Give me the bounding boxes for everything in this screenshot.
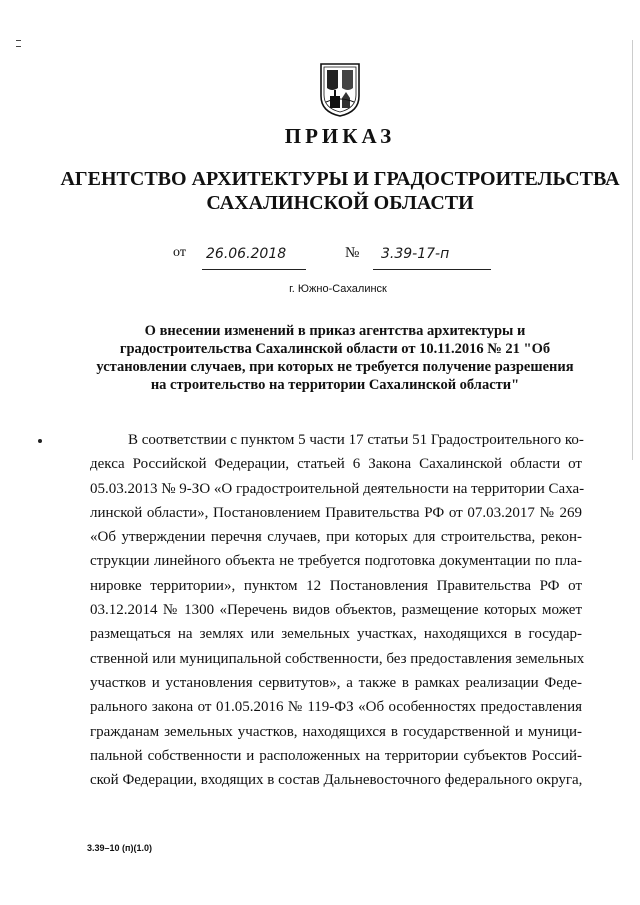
- document-title: ПРИКАЗ: [284, 124, 396, 148]
- body-line: струкции линейного объекта не требуется подготовка документации по пла-: [90, 553, 582, 570]
- subject-line: на строительство на территории Сахалинской области": [150, 377, 520, 393]
- scan-tick: [16, 40, 21, 41]
- body-line: размещаться на землях или земельных участках, находящихся в государ-: [90, 626, 582, 643]
- date-label: от: [173, 245, 186, 260]
- subject-line: О внесении изменений в приказ агентства архитектуры и: [144, 323, 526, 339]
- number-label: №: [345, 245, 360, 261]
- body-line: 03.12.2014 № 1300 «Перечень видов объектов, размещение которых может: [90, 602, 582, 619]
- body-line: нировке территории», пунктом 12 Постановления Правительства РФ от: [90, 577, 582, 594]
- agency-name-line-2: САХАЛИНСКОЙ ОБЛАСТИ: [206, 192, 474, 214]
- body-line: участков и установления сервитутов», а также в рамках реализации Феде-: [90, 674, 582, 691]
- subject-line: установлении случаев, при которых не требуется получение разрешения: [96, 359, 574, 375]
- coat-of-arms-icon: [318, 62, 362, 118]
- scan-tick: [16, 46, 21, 47]
- order-body: [90, 428, 585, 792]
- city-name: г. Южно-Сахалинск: [289, 283, 387, 295]
- agency-name: [0, 167, 640, 215]
- form-code: 3.39–10 (п)(1.0): [87, 843, 152, 853]
- agency-name-line-1: АГЕНТСТВО АРХИТЕКТУРЫ И ГРАДОСТРОИТЕЛЬСТВА: [60, 168, 620, 190]
- scan-dot: [38, 439, 42, 443]
- body-line: рального закона от 01.05.2016 № 119-ФЗ «Об особенностях предоставления: [90, 699, 582, 716]
- order-number: 3.39-17-п: [373, 245, 491, 270]
- body-line: гражданам земельных участков, находящихся в государственной и муници-: [90, 723, 582, 740]
- body-line: В соответствии с пунктом 5 части 17 статьи 51 Градостроительного ко-: [128, 432, 584, 448]
- body-line: 05.03.2013 № 9-ЗО «О градостроительной деятельности на территории Саха-: [90, 480, 585, 497]
- subject-line: градостроительства Сахалинской области от 10.11.2016 № 21 "Об: [119, 341, 551, 357]
- body-line: ственной или муниципальной собственности, без предоставления земельных: [90, 650, 585, 667]
- body-line: линской области», Постановлением Правительства РФ от 07.03.2017 № 269: [90, 504, 582, 521]
- body-line: ской Федерации, входящих в состав Дальневосточного федерального округа,: [90, 772, 583, 789]
- order-date: 26.06.2018: [202, 245, 306, 270]
- body-line: пальной собственности и расположенных на территории субъектов Россий-: [90, 747, 582, 764]
- body-line: «Об утверждении перечня случаев, при которых для строительства, рекон-: [90, 529, 582, 546]
- scan-edge-line: [632, 40, 633, 460]
- body-line: декса Российской Федерации, статьей 6 Закона Сахалинской области от: [90, 456, 582, 473]
- order-subject: [95, 322, 575, 394]
